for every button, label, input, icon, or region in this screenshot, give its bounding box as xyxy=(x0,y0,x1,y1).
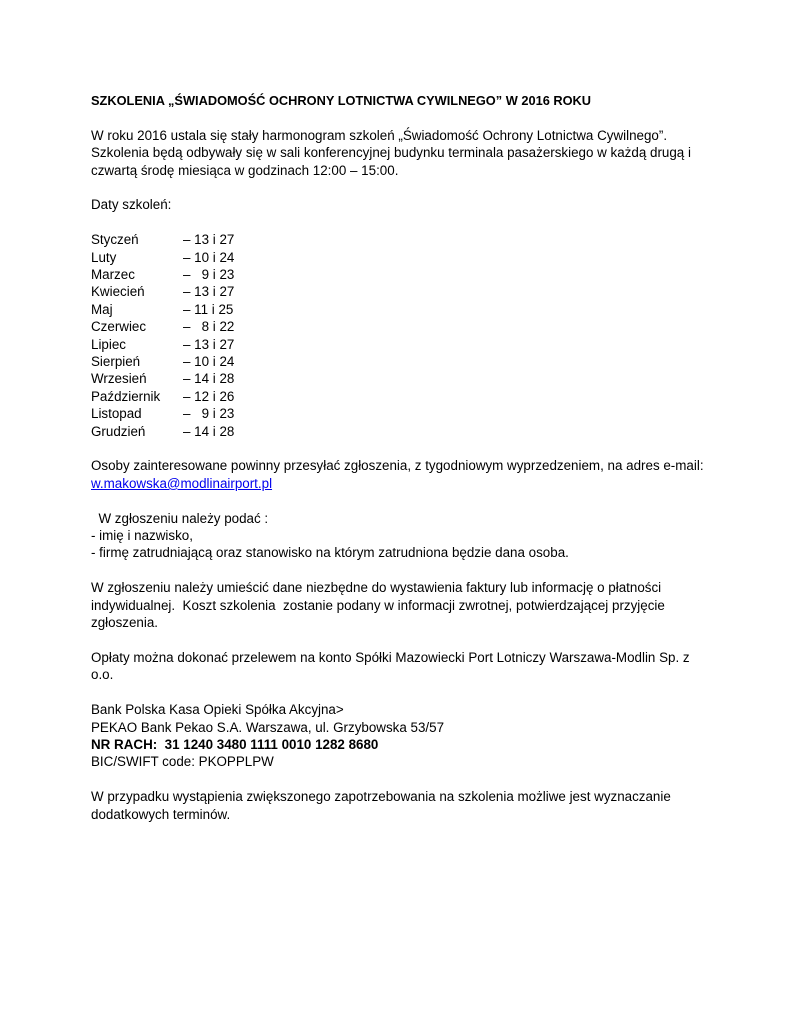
document-page xyxy=(91,92,711,840)
bank-name: Bank Polska Kasa Opieki Spółka Akcyjna> xyxy=(91,702,344,718)
date-days: – 14 i 28 xyxy=(183,423,235,439)
date-row xyxy=(91,423,711,440)
date-month: Sierpień xyxy=(91,354,141,370)
intro-paragraph xyxy=(91,127,711,179)
closing-line: W przypadku wystąpienia zwiększonego zapotrzebowania na szkolenia możliwe jest wyznaczanie xyxy=(91,789,671,805)
intro-line: czwartą środę miesiąca w godzinach 12:00 – 15:00. xyxy=(91,162,399,178)
date-row xyxy=(91,336,711,353)
required-item: - firmę zatrudniającą oraz stanowisko na którym zatrudniona będzie dana osoba. xyxy=(91,545,569,561)
payment-paragraph: Opłaty można dokonać przelewem na konto Spółki Mazowiecki Port Lotniczy Warszawa-Modlin Sp. z o.o. xyxy=(91,649,690,683)
date-month: Luty xyxy=(91,249,117,265)
date-row xyxy=(91,283,711,300)
bank-details xyxy=(91,701,711,771)
intro-line: Szkolenia będą odbywały się w sali konferencyjnej budynku terminala pasażerskiego w każdą drugą i xyxy=(91,145,691,161)
email-link[interactable]: w.makowska@modlinairport.pl xyxy=(91,475,273,491)
date-row xyxy=(91,405,711,422)
date-days: – 9 i 23 xyxy=(183,267,235,283)
application-text: Osoby zainteresowane powinny przesyłać zgłoszenia, z tygodniowym wyprzedzeniem, na adres e-mail: xyxy=(91,458,704,474)
date-month: Marzec xyxy=(91,267,135,283)
date-days: – 14 i 28 xyxy=(183,371,235,387)
date-days: – 10 i 24 xyxy=(183,354,235,370)
invoice-line: zgłoszenia. xyxy=(91,615,158,631)
date-month: Wrzesień xyxy=(91,371,147,387)
closing-paragraph xyxy=(91,788,711,823)
invoice-line: indywidualnej. Koszt szkolenia zostanie podany w informacji zwrotnej, potwierdzającej przyjęcie xyxy=(91,597,665,613)
invoice-line: W zgłoszeniu należy umieścić dane niezbędne do wystawienia faktury lub informację o płatności xyxy=(91,580,662,596)
date-row xyxy=(91,353,711,370)
date-days: – 8 i 22 xyxy=(183,319,235,335)
date-row xyxy=(91,266,711,283)
date-row xyxy=(91,249,711,266)
date-days: – 13 i 27 xyxy=(183,284,235,300)
bank-address: PEKAO Bank Pekao S.A. Warszawa, ul. Grzybowska 53/57 xyxy=(91,719,445,735)
required-paragraph xyxy=(91,510,711,562)
date-month: Październik xyxy=(91,388,161,404)
date-row xyxy=(91,231,711,248)
date-month: Styczeń xyxy=(91,232,139,248)
date-month: Maj xyxy=(91,301,113,317)
document-title: SZKOLENIA „ŚWIADOMOŚĆ OCHRONY LOTNICTWA CYWILNEGO” W 2016 ROKU xyxy=(91,93,592,108)
date-days: – 13 i 27 xyxy=(183,336,235,352)
date-month: Listopad xyxy=(91,406,142,422)
dates-list xyxy=(91,231,711,440)
invoice-paragraph xyxy=(91,579,711,631)
date-month: Grudzień xyxy=(91,423,146,439)
bank-swift-code: BIC/SWIFT code: PKOPPLPW xyxy=(91,754,274,770)
date-row xyxy=(91,370,711,387)
intro-line: W roku 2016 ustala się stały harmonogram szkoleń „Świadomość Ochrony Lotnictwa Cywilnego”. xyxy=(91,127,668,143)
date-days: – 13 i 27 xyxy=(183,232,235,248)
date-days: – 11 i 25 xyxy=(183,301,234,317)
required-item: - imię i nazwisko, xyxy=(91,528,193,544)
date-month: Lipiec xyxy=(91,336,126,352)
bank-account-number: NR RACH: 31 1240 3480 1111 0010 1282 8680 xyxy=(91,736,379,752)
date-days: – 12 i 26 xyxy=(183,388,235,404)
date-month: Czerwiec xyxy=(91,319,147,335)
dates-heading: Daty szkoleń: xyxy=(91,197,172,213)
date-row xyxy=(91,388,711,405)
date-row xyxy=(91,301,711,318)
date-row xyxy=(91,318,711,335)
closing-line: dodatkowych terminów. xyxy=(91,806,231,822)
date-days: – 10 i 24 xyxy=(183,249,235,265)
application-paragraph xyxy=(91,457,711,492)
date-month: Kwiecień xyxy=(91,284,145,300)
required-heading: W zgłoszeniu należy podać : xyxy=(91,510,269,526)
date-days: – 9 i 23 xyxy=(183,406,235,422)
